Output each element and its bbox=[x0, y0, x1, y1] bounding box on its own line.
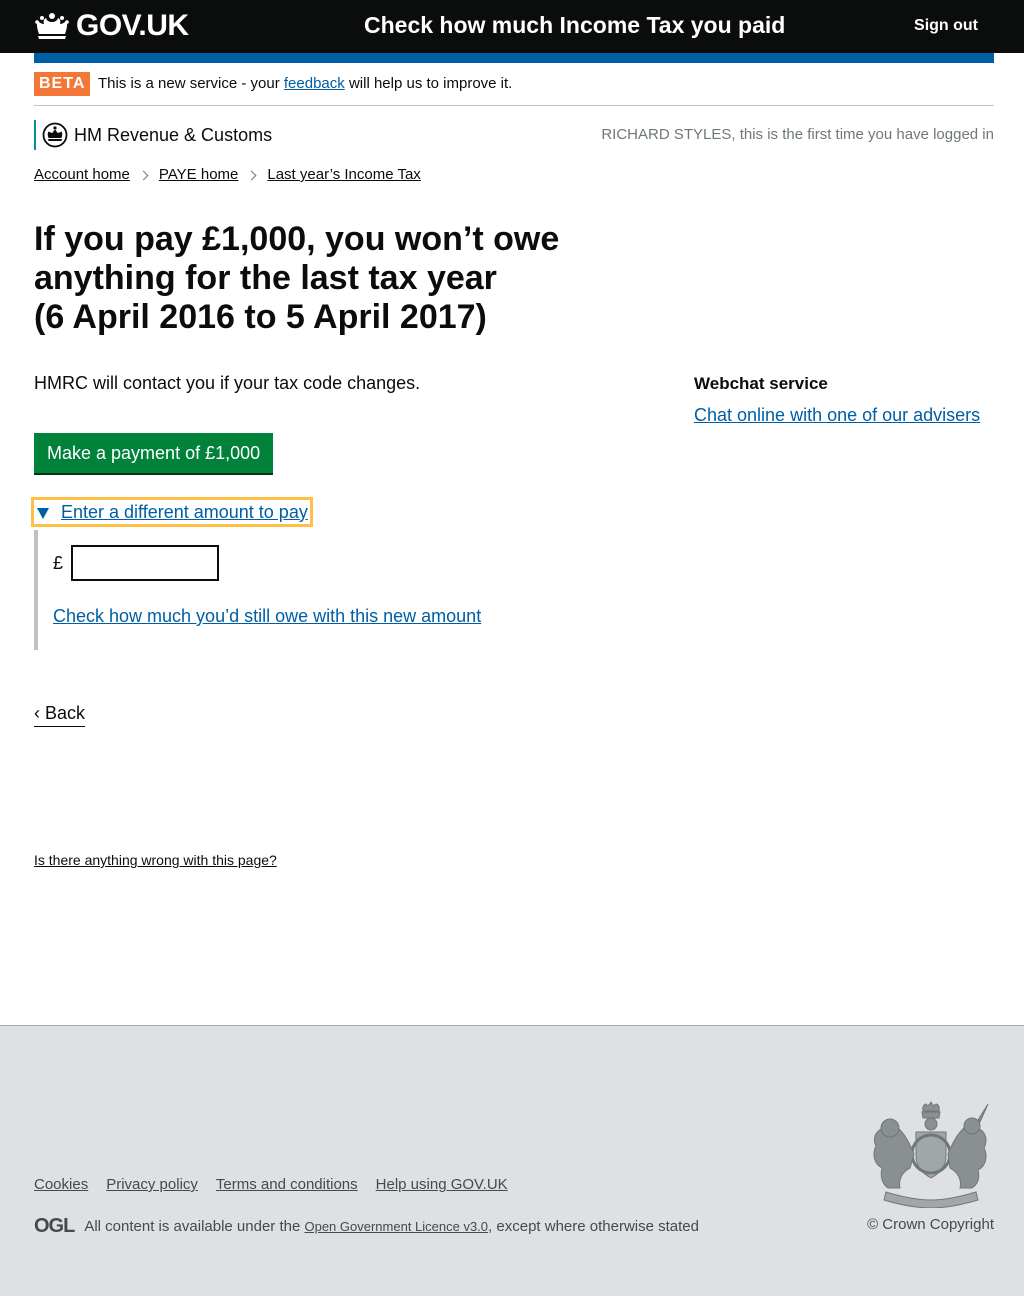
footer-link-help-using-govuk[interactable]: Help using GOV.UK bbox=[375, 1176, 508, 1193]
licence-text bbox=[84, 1218, 699, 1235]
footer-link-privacy-policy[interactable]: Privacy policy bbox=[106, 1176, 198, 1193]
ogl-logo: OGL bbox=[34, 1215, 75, 1237]
organisation-banner bbox=[34, 120, 272, 150]
site-header bbox=[0, 0, 1024, 53]
webchat-title: Webchat service bbox=[694, 374, 828, 393]
beta-tag: BETA bbox=[34, 72, 90, 96]
crown-copyright-link[interactable]: © Crown Copyright bbox=[867, 1216, 994, 1233]
page-title bbox=[34, 220, 634, 337]
royal-coat-of-arms-icon bbox=[866, 1098, 996, 1208]
licence-text-after: , except where otherwise stated bbox=[488, 1218, 699, 1235]
phase-banner bbox=[34, 72, 994, 106]
beta-text bbox=[98, 75, 512, 92]
enter-different-amount-toggle[interactable] bbox=[31, 497, 313, 527]
breadcrumb-account-home[interactable]: Account home bbox=[34, 166, 130, 183]
chevron-right-icon bbox=[247, 171, 257, 181]
report-problem-link[interactable]: Is there anything wrong with this page? bbox=[34, 852, 277, 868]
page-title-line-1: If you pay £1,000, you won’t owe bbox=[34, 220, 560, 258]
open-government-licence-link[interactable]: Open Government Licence v3.0 bbox=[304, 1219, 489, 1234]
make-payment-button[interactable]: Make a payment of £1,000 bbox=[34, 433, 273, 473]
footer-link-cookies[interactable]: Cookies bbox=[34, 1176, 89, 1193]
triangle-down-icon bbox=[37, 508, 49, 519]
govuk-logo-text: GOV.UK bbox=[76, 9, 189, 42]
currency-symbol: £ bbox=[53, 553, 64, 573]
breadcrumb-paye-home[interactable]: PAYE home bbox=[158, 166, 239, 183]
govuk-logo-link[interactable] bbox=[34, 10, 189, 42]
header-blue-bar bbox=[34, 53, 994, 63]
site-footer bbox=[0, 1025, 1024, 1296]
beta-text-before: This is a new service - your bbox=[98, 75, 284, 92]
crown-icon bbox=[34, 12, 70, 40]
back-link[interactable]: ‹ Back bbox=[34, 703, 85, 727]
footer-links bbox=[34, 1176, 526, 1193]
licence-notice bbox=[34, 1215, 699, 1238]
breadcrumb-last-years-income-tax[interactable]: Last year’s Income Tax bbox=[267, 166, 421, 183]
amount-input[interactable] bbox=[71, 545, 219, 581]
intro-text: HMRC will contact you if your tax code changes. bbox=[34, 373, 421, 393]
details-summary-text: Enter a different amount to pay bbox=[61, 501, 308, 522]
breadcrumb bbox=[34, 166, 421, 183]
licence-text-before: All content is available under the bbox=[84, 1218, 305, 1235]
service-name-link[interactable]: Check how much Income Tax you paid bbox=[364, 12, 786, 38]
organisation-name: HM Revenue & Customs bbox=[74, 124, 273, 145]
feedback-link[interactable]: feedback bbox=[283, 75, 345, 92]
chevron-right-icon bbox=[138, 171, 148, 181]
sign-out-link[interactable]: Sign out bbox=[914, 17, 978, 34]
footer-link-terms-and-conditions[interactable]: Terms and conditions bbox=[215, 1176, 358, 1193]
webchat-link[interactable]: Chat online with one of our advisers bbox=[694, 405, 981, 425]
page-title-line-3: (6 April 2016 to 5 April 2017) bbox=[34, 298, 487, 336]
page-title-line-2: anything for the last tax year bbox=[34, 259, 497, 297]
login-message: RICHARD STYLES, this is the first time you have logged in bbox=[601, 126, 994, 143]
check-new-amount-link[interactable]: Check how much you’d still owe with this new amount bbox=[53, 606, 482, 626]
details-panel bbox=[34, 530, 534, 650]
beta-text-after: will help us to improve it. bbox=[344, 75, 513, 92]
hmrc-crest-icon bbox=[42, 122, 68, 148]
